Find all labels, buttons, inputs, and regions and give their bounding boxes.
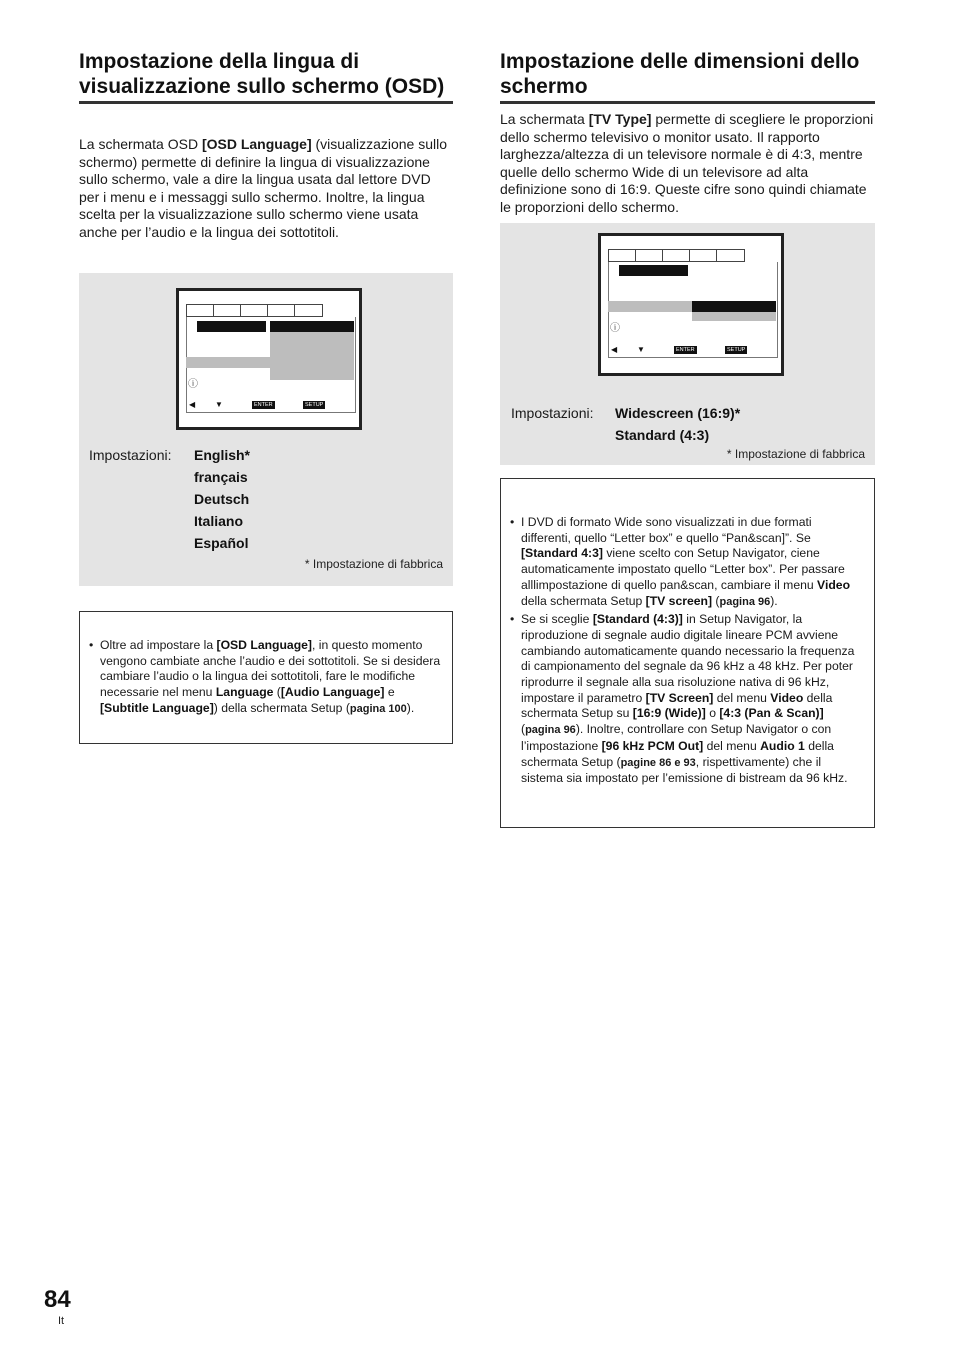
info-icon: ⓘ [610,323,620,334]
osd-settings-panel [79,273,453,586]
menu-highlight-bar [197,321,266,332]
screen-size-section-title: Impostazione delle dimensioni dello schermo [500,49,875,104]
screen-tab [240,304,267,317]
osd-note-list [89,638,441,718]
bold-term: Video [817,577,851,592]
note-item: • I DVD di formato Wide sono visualizzati in due formati differenti, quello “Letter box” e quello “Pan&scan]”. Se [Standard 4:3] viene scelto con Setup Navigator, ciene automaticamente impostato quello “Letter box”. Per passare alllimpostazione di quello pan&scan, cambiare il menu Video della schermata Setup [TV screen] (pagina 96). [510,515,862,610]
screen-tabs [186,304,323,317]
osd-options [194,444,250,554]
osd-section-title: Impostazione della lingua di visualizzazione sullo schermo (OSD) [79,49,453,104]
tv-type-options [615,402,740,446]
bold-term: [Standard (4:3)] [592,612,683,627]
screen-size-note-box [500,478,875,828]
bold-term: [Audio Language] [280,685,385,700]
page-number: 84 [44,1286,71,1313]
tv-type-settings-panel [500,223,875,465]
factory-default-note: * Impostazione di fabbrica [726,447,865,461]
left-arrow-icon: ◀ [611,345,618,354]
page-reference: pagina 100 [349,702,407,715]
note-item: • Se si sceglie [Standard (4:3)] in Setup Navigator, la riproduzione di segnale audio digitale lineare PCM avviene cambiando automaticamente quando necessario la frequenza di campionamento del segnale da 96 kHz a 48 kHz. Per poter riprodurre il segnale alla sua risoluzione nativa di 96 kHz, impostare il parametro [TV Screen] del menu Video della schermata Setup su [16:9 (Wide)] o [4:3 (Pan & Scan)] (pagina 96). Inoltre, controllare con Setup Navigator o con l’impostazione [96 kHz PCM Out] del menu Audio 1 della schermata Setup (pagine 86 e 93, rispettivamente) che il sistema sia impostato per l’emissione di bistream da 96 kHz. [510,612,862,787]
setup-button-icon: SETUP [305,402,324,408]
bold-term: [OSD Language] [216,638,312,652]
down-arrow-icon: ▼ [637,345,645,354]
bold-term: [16:9 (Wide)] [632,706,706,721]
screen-tab-active [294,304,323,317]
left-arrow-icon: ◀ [189,400,196,409]
osd-screen-mockup [176,288,362,430]
bold-term: [TV screen] [645,593,713,608]
bold-term: [Subtitle Language] [100,700,214,715]
screen-tab [213,304,240,317]
enter-button-icon: ENTER [254,402,273,408]
page-reference: pagine 86 e 93 [620,756,696,769]
tv-type-screen-mockup [598,233,784,376]
screen-size-intro-paragraph: La schermata [TV Type] permette di scegliere le proporzioni dello schermo televisivo o monitor usato. Il rapporto larghezza/altezza di un televisore normale è di 4:3, mentre quelle dello schermo Wide di un televisore ad alta definizione sono di 16:9. Queste cifre sono quindi chiamate le proporzioni dello schermo. [500,111,874,215]
screen-tab [267,304,294,317]
down-arrow-icon: ▼ [215,400,223,409]
screen-tab [635,249,662,262]
settings-label: Impostazioni: [511,405,594,421]
note-item: • Oltre ad impostare la [OSD Language], in questo momento vengono cambiate anche l’audio e dei sottotitoli. Se si desidera cambiare l’audio o la lingua dei sottotitoli, fare le modifiche necessarie nel menu Language ([Audio Language] e [Subtitle Language]) della schermata Setup (pagina 100). [89,638,441,718]
osd-intro-paragraph: La schermata OSD [OSD Language] (visualizzazione sullo schermo) permette di definire la lingua di visualizzazione sullo schermo, vale a dire la lingua usata dal lettore DVD per i menu e i messaggi sullo schermo. Inoltre, la lingua scelta per la visualizzazione sullo schermo viene usata anche per l’audio e la lingua dei sottotitoli. [79,136,448,240]
option-standard: Standard (4:3) [615,427,710,443]
bold-term: [4:3 (Pan & Scan)] [719,706,824,721]
bold-term: Language [215,685,274,700]
bold-term: [96 kHz PCM Out] [601,738,704,753]
factory-default-note: * Impostazione di fabbrica [304,557,443,571]
option-deutsch: Deutsch [194,491,250,507]
option-italiano: Italiano [194,513,244,529]
option-standard-row [692,312,776,321]
option-list-header [270,321,354,332]
screen-size-note-list [510,515,862,787]
bold-term: [TV Screen] [645,690,714,705]
option-francais: français [194,469,248,485]
screen-tabs [608,249,745,262]
info-icon: ⓘ [188,379,198,390]
setup-button-icon: SETUP [727,347,746,353]
option-widescreen-highlight [692,301,776,312]
enter-button-icon: ENTER [676,347,695,353]
menu-selected-row [186,357,270,368]
option-widescreen: Widescreen (16:9)* [615,405,741,421]
osd-note-box [79,611,453,744]
screen-tab-active [716,249,745,262]
screen-tab [662,249,689,262]
bold-term: [Standard 4:3] [521,546,603,561]
option-english: English* [194,447,251,463]
bold-term: Audio 1 [760,738,805,753]
option-list-panel [270,332,354,380]
screen-tab [608,249,635,262]
bold-term: [OSD Language] [201,136,312,152]
bold-term: Video [770,690,804,705]
language-code: It [58,1315,65,1327]
screen-tab [186,304,213,317]
page-reference: pagina 96 [525,724,576,737]
settings-label: Impostazioni: [89,447,172,463]
screen-tab [689,249,716,262]
menu-highlight-bar [619,265,688,276]
option-espanol: Español [194,535,249,551]
bold-term: [TV Type] [588,111,652,127]
menu-selected-row [608,301,692,312]
page-reference: pagina 96 [719,595,771,608]
